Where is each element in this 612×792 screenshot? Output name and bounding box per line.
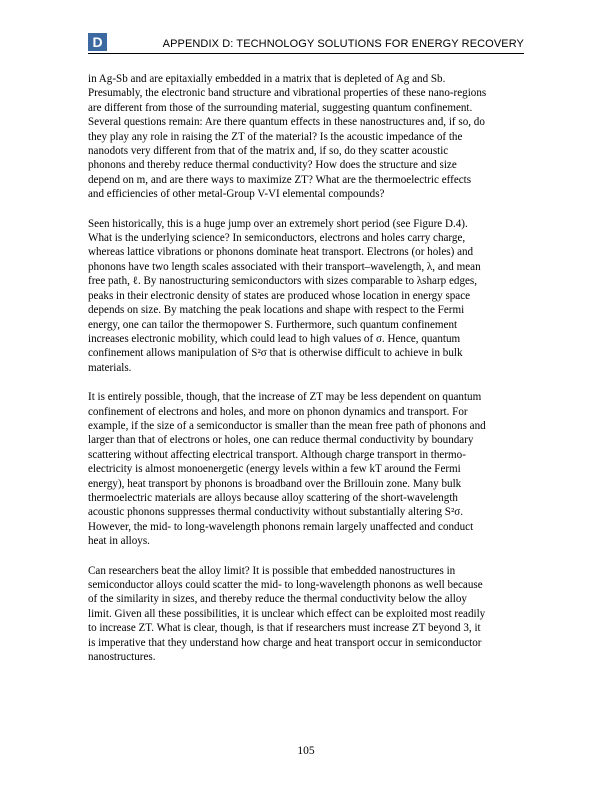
text-line: Several questions remain: Are there quantum effects in these nanostructures and, if so, do (88, 116, 485, 129)
text-line: confinement allows manipulation of S²σ that is otherwise difficult to achieve in bulk (88, 347, 463, 360)
text-line: to increase ZT. What is clear, though, is that if researchers must increase ZT beyond 3, it (88, 622, 481, 635)
page-number: 105 (297, 745, 315, 757)
text-line: However, the mid- to long-wavelength phonons remain largely unaffected and conduct (88, 520, 474, 533)
text-line: free path, ℓ. By nanostructuring semiconductors with sizes comparable to λsharp edges, (88, 275, 478, 288)
text-line: What is the underlying science? In semiconductors, electrons and holes carry charge, (88, 232, 466, 245)
text-line: limit. Given all these possibilities, it is unclear which effect can be exploited most readily (88, 607, 486, 620)
text-line: Seen historically, this is a huge jump over an extremely short period (see Figure D.4). (88, 217, 468, 230)
paragraph (88, 390, 524, 548)
text-line: increases electronic mobility, which could lead to high values of σ. Hence, quantum (88, 332, 461, 345)
text-line: peaks in their electronic density of states are produced whose location in energy space (88, 289, 471, 302)
header-rule (88, 53, 524, 54)
text-line: nanostructures. (88, 651, 156, 664)
text-line: they play any role in raising the ZT of the material? Is the acoustic impedance of the (88, 130, 463, 143)
text-line: in Ag-Sb and are epitaxially embedded in a matrix that is depleted of Ag and Sb. (88, 73, 446, 85)
text-line: nanodots very different from that of the matrix and, if so, do they scatter acoustic (88, 145, 449, 158)
paragraph (88, 217, 524, 375)
text-line: acoustic phonons suppresses thermal conductivity without substantially altering S²σ. (88, 506, 464, 519)
text-line: are different from those of the surrounding material, suggesting quantum confinement. (88, 101, 473, 114)
text-line: materials. (88, 361, 132, 374)
text-line: of the similarity in sizes, and thereby reduce the thermal conductivity below the alloy (88, 593, 467, 606)
text-line: energy), heat transport by phonons is broadband over the Brillouin zone. Many bulk (88, 477, 462, 490)
text-line: depends on size. By matching the peak locations and shape with respect to the Fermi (88, 304, 465, 317)
text-line: whereas lattice vibrations or phonons dominate heat transport. Electrons (or holes) and (88, 246, 474, 259)
body-text (88, 72, 524, 679)
text-line: and efficiencies of other metal-Group V-VI elemental compounds? (88, 188, 385, 201)
text-line: phonons have two length scales associated with their transport–wavelength, λ, and mean (88, 260, 481, 273)
paragraph (88, 72, 524, 202)
text-line: phonons and thereby reduce thermal conductivity? How does the structure and size (88, 159, 457, 172)
text-line: example, if the size of a semiconductor is smaller than the mean free path of phonons and (88, 419, 486, 432)
text-line: semiconductor alloys could scatter the mid- to long-wavelength phonons as well because (88, 579, 483, 591)
paragraph (88, 564, 524, 665)
text-line: thermoelectric materials are alloys because alloy scattering of the short-wavelength (88, 491, 458, 504)
text-line: depend on m, and are there ways to maximize ZT? What are the thermoelectric effects (88, 173, 472, 186)
text-line: confinement of electrons and holes, and more on phonon dynamics and transport. For (88, 405, 468, 418)
text-line: energy, one can tailor the thermopower S. Furthermore, such quantum confinement (88, 318, 458, 331)
text-line: larger than that of electrons or holes, one can reduce thermal conductivity by boundary (88, 434, 474, 447)
text-line: scattering without affecting electrical transport. Although charge transport in thermo- (88, 448, 466, 461)
text-line: It is entirely possible, though, that the increase of ZT may be less dependent on quantum (88, 391, 482, 404)
text-line: is imperative that they understand how charge and heat transport occur in semiconductor (88, 636, 482, 649)
text-line: electricity is almost monoenergetic (energy levels within a few kT around the Fermi (88, 463, 461, 476)
text-line: Presumably, the electronic band structure and vibrational properties of these nano-regions (88, 87, 487, 100)
appendix-badge: D (88, 33, 107, 51)
running-header: APPENDIX D: TECHNOLOGY SOLUTIONS FOR ENERGY RECOVERY (162, 38, 524, 50)
text-line: Can researchers beat the alloy limit? It is possible that embedded nanostructures in (88, 564, 456, 577)
text-line: heat in alloys. (88, 535, 150, 548)
